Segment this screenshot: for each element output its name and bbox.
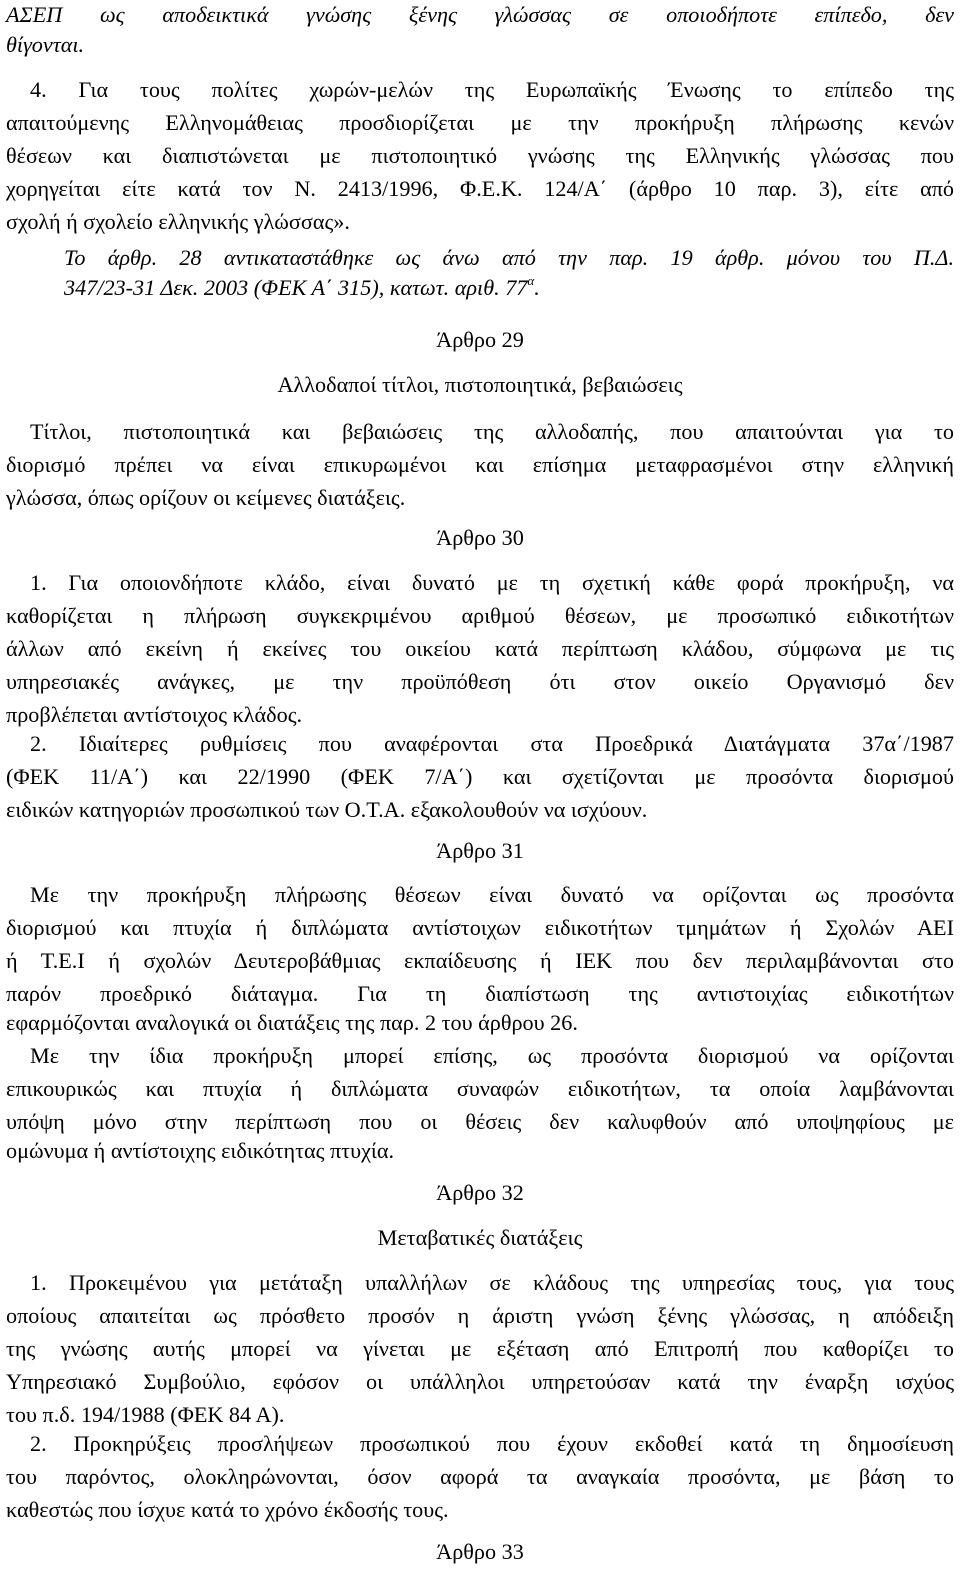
text-line: 1. Για οποιονδήποτε κλάδο, είναι δυνατό με τη σχετική κάθε φορά προκήρυξη, να: [30, 570, 954, 595]
text-line: θίγονται.: [6, 32, 85, 57]
text-line: καθεστώς που ίσχυε κατά το χρόνο έκδοσής τους.: [6, 1497, 449, 1522]
text-line: παρόν προεδρικό διάταγμα. Για τη διαπίστωση της αντιστοιχίας ειδικοτήτων: [6, 981, 954, 1006]
text-line: της γνώσης αυτής μπορεί να γίνεται με εξέταση από Επιτροπή που καθορίζει το: [6, 1336, 954, 1361]
article-title: Αλλοδαποί τίτλοι, πιστοποιητικά, βεβαιώσεις: [277, 372, 683, 397]
text-line: του παρόντος, ολοκληρώνονται, όσον αφορά τα αναγκαία προσόντα, με βάση το: [6, 1464, 954, 1489]
text-line: άλλων από εκείνη ή εκείνες του οικείου κατά περίπτωση κλάδου, σύμφωνα με τις: [6, 636, 954, 661]
text-line: εφαρμόζονται αναλογικά οι διατάξεις της παρ. 2 του άρθρου 26.: [6, 1010, 578, 1035]
amendment-note-line: Το άρθρ. 28 αντικαταστάθηκε ως άνω από την παρ. 19 άρθρ. μόνου του Π.Δ.: [64, 245, 954, 270]
article-heading: Άρθρο 32: [436, 1180, 524, 1205]
text-line: καθορίζεται η πλήρωση συγκεκριμένου αριθμού θέσεων, με προσωπικό ειδικοτήτων: [6, 603, 954, 628]
article-heading: Άρθρο 31: [436, 838, 524, 863]
amendment-note-line: 347/23-31 Δεκ. 2003 (ΦΕΚ Α΄ 315), κατωτ. αριθ. $77^\alpha$.: [64, 272, 540, 300]
text-line: ή Τ.Ε.Ι ή σχολών Δευτεροβάθμιας εκπαίδευσης ή ΙΕΚ που δεν περιλαμβάνονται στο: [6, 948, 954, 973]
text-line: Με την προκήρυξη πλήρωσης θέσεων είναι δυνατό να ορίζονται ως προσόντα: [30, 882, 954, 907]
text-line: Με την ίδια προκήρυξη μπορεί επίσης, ως προσόντα διορισμού να ορίζονται: [30, 1043, 954, 1068]
text-line: οποίους απαιτείται ως πρόσθετο προσόν η άριστη γνώση ξένης γλώσσας, η απόδειξη: [6, 1303, 954, 1328]
text-line: υπηρεσιακές ανάγκες, με την προϋπόθεση ότι στον οικείο Οργανισμό δεν: [6, 669, 954, 694]
text-line: υπόψη μόνο στην περίπτωση που οι θέσεις δεν καλυφθούν από υποψηφίους με: [6, 1109, 954, 1134]
article-heading: Άρθρο 29: [436, 327, 524, 352]
text-line: του π.δ. 194/1988 (ΦΕΚ 84 Α).: [6, 1402, 285, 1427]
text-line: θέσεων και διαπιστώνεται με πιστοποιητικό γνώσης της Ελληνικής γλώσσας που: [6, 143, 954, 168]
text-line: απαιτούμενης Ελληνομάθειας προσδιορίζεται με την προκήρυξη πλήρωσης κενών: [6, 110, 954, 135]
text-line: χορηγείται είτε κατά τον Ν. 2413/1996, Φ.Ε.Κ. 124/Α΄ (άρθρο 10 παρ. 3), είτε από: [6, 176, 954, 201]
article-title: Μεταβατικές διατάξεις: [377, 1225, 583, 1250]
text-line: ΑΣΕΠ ως αποδεικτικά γνώσης ξένης γλώσσας σε οποιοδήποτε επίπεδο, δεν: [6, 2, 954, 27]
text-line: προβλέπεται αντίστοιχος κλάδος.: [6, 702, 303, 727]
text-line: ειδικών κατηγοριών προσωπικού των Ο.Τ.Α. εξακολουθούν να ισχύουν.: [6, 797, 648, 822]
text-line: 4. Για τους πολίτες χωρών-μελών της Ευρωπαϊκής Ένωσης το επίπεδο της: [30, 77, 954, 102]
text-line: 1. Προκειμένου για μετάταξη υπαλλήλων σε κλάδους της υπηρεσίας τους, για τους: [30, 1270, 954, 1295]
text-line: γλώσσα, όπως ορίζουν οι κείμενες διατάξεις.: [6, 485, 406, 510]
text-line: σχολή ή σχολείο ελληνικής γλώσσας».: [6, 209, 350, 234]
text-line: επικουρικώς και πτυχία ή διπλώματα συναφών ειδικοτήτων, τα οποία λαμβάνονται: [6, 1076, 954, 1101]
text-line: (ΦΕΚ 11/Α΄) και 22/1990 (ΦΕΚ 7/Α΄) και σχετίζονται με προσόντα διορισμού: [6, 764, 954, 789]
text-line: διορισμού και πτυχία ή διπλώματα αντίστοιχων ειδικοτήτων τμημάτων ή Σχολών ΑΕΙ: [6, 915, 954, 940]
text-line: Τίτλοι, πιστοποιητικά και βεβαιώσεις της αλλοδαπής, που απαιτούνται για το: [30, 419, 954, 444]
text-line: 2. Ιδιαίτερες ρυθμίσεις που αναφέρονται στα Προεδρικά Διατάγματα 37α΄/1987: [30, 731, 954, 756]
text-line: διορισμό πρέπει να είναι επικυρωμένοι και επίσημα μεταφρασμένοι στην ελληνική: [6, 452, 954, 477]
article-heading: Άρθρο 33: [436, 1539, 524, 1564]
text-line: ομώνυμα ή αντίστοιχης ειδικότητας πτυχία.: [6, 1138, 395, 1163]
article-heading: Άρθρο 30: [436, 525, 524, 550]
text-line: 2. Προκηρύξεις προσλήψεων προσωπικού που έχουν εκδοθεί κατά τη δημοσίευση: [30, 1431, 954, 1456]
text-line: Υπηρεσιακό Συμβούλιο, εφόσον οι υπάλληλοι υπηρετούσαν κατά την έναρξη ισχύος: [6, 1369, 954, 1394]
superscript: α: [527, 272, 535, 288]
